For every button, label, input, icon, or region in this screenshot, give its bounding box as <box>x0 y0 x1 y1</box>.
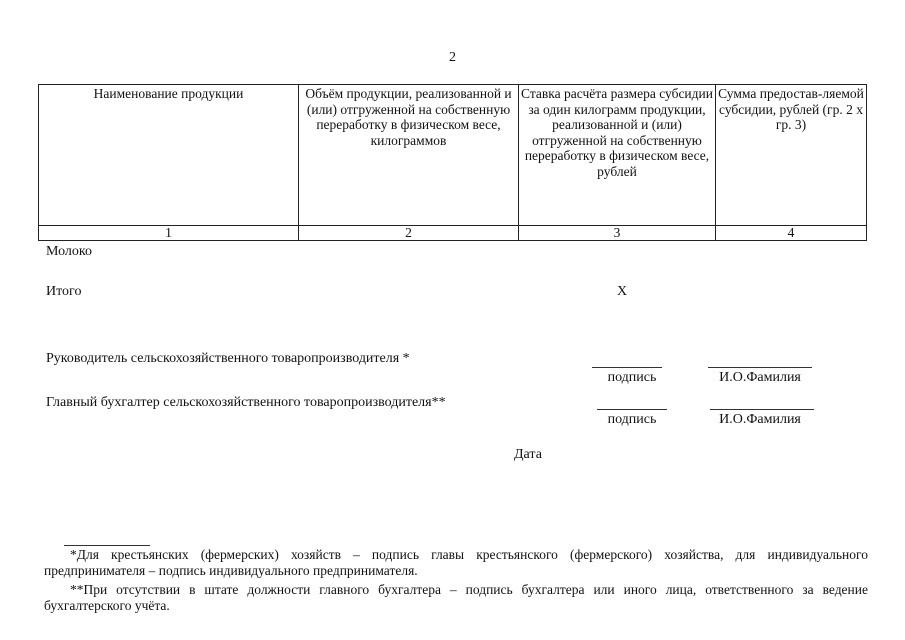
row-milk-label: Молоко <box>46 244 92 259</box>
column-numbers-row <box>39 226 867 241</box>
page-number: 2 <box>449 50 456 65</box>
row-total-label: Итого <box>46 284 82 299</box>
header-subsidy-amount: Сумма предостав-ляемой субсидии, рублей (гр. 2 х гр. 3) <box>716 85 867 226</box>
accountant-name-caption: И.О.Фамилия <box>719 412 801 427</box>
column-number: 1 <box>39 226 299 241</box>
header-product-name: Наименование продукции <box>39 85 299 226</box>
column-number: 2 <box>299 226 519 241</box>
footnote-separator <box>64 545 150 546</box>
head-name-line <box>708 367 812 368</box>
table-header-row <box>39 85 867 226</box>
accountant-signature-label: Главный бухгалтер сельскохозяйственного товаропроизводителя** <box>46 395 446 410</box>
subsidy-table <box>38 84 867 241</box>
head-signature-line <box>592 367 662 368</box>
head-signature-caption: подпись <box>607 370 657 385</box>
header-product-volume: Объём продукции, реализованной и (или) отгруженной на собственную переработку в физическом весе, килограммов <box>299 85 519 226</box>
footnote-no-chief-accountant: **При отсутствии в штате должности главного бухгалтера – подпись бухгалтера или иного лица, ответственного за ведение бухгалтерского учёта. <box>44 582 868 613</box>
footnote-peasant-farms: *Для крестьянских (фермерских) хозяйств – подпись главы крестьянского (фермерского) хозяйства, для индивидуального предпринимателя – подпись индивидуального предпринимателя. <box>44 547 868 578</box>
total-x-mark: Х <box>617 284 628 299</box>
accountant-signature-caption: подпись <box>607 412 657 427</box>
column-number: 4 <box>716 226 867 241</box>
head-name-caption: И.О.Фамилия <box>719 370 801 385</box>
column-number: 3 <box>519 226 716 241</box>
date-label: Дата <box>514 447 542 462</box>
header-subsidy-rate: Ставка расчёта размера субсидии за один килограмм продукции, реализованной и (или) отгруженной на собственную переработку в физическом весе, рублей <box>519 85 716 226</box>
accountant-signature-line <box>597 409 667 410</box>
accountant-name-line <box>710 409 814 410</box>
head-signature-label: Руководитель сельскохозяйственного товаропроизводителя * <box>46 351 410 366</box>
